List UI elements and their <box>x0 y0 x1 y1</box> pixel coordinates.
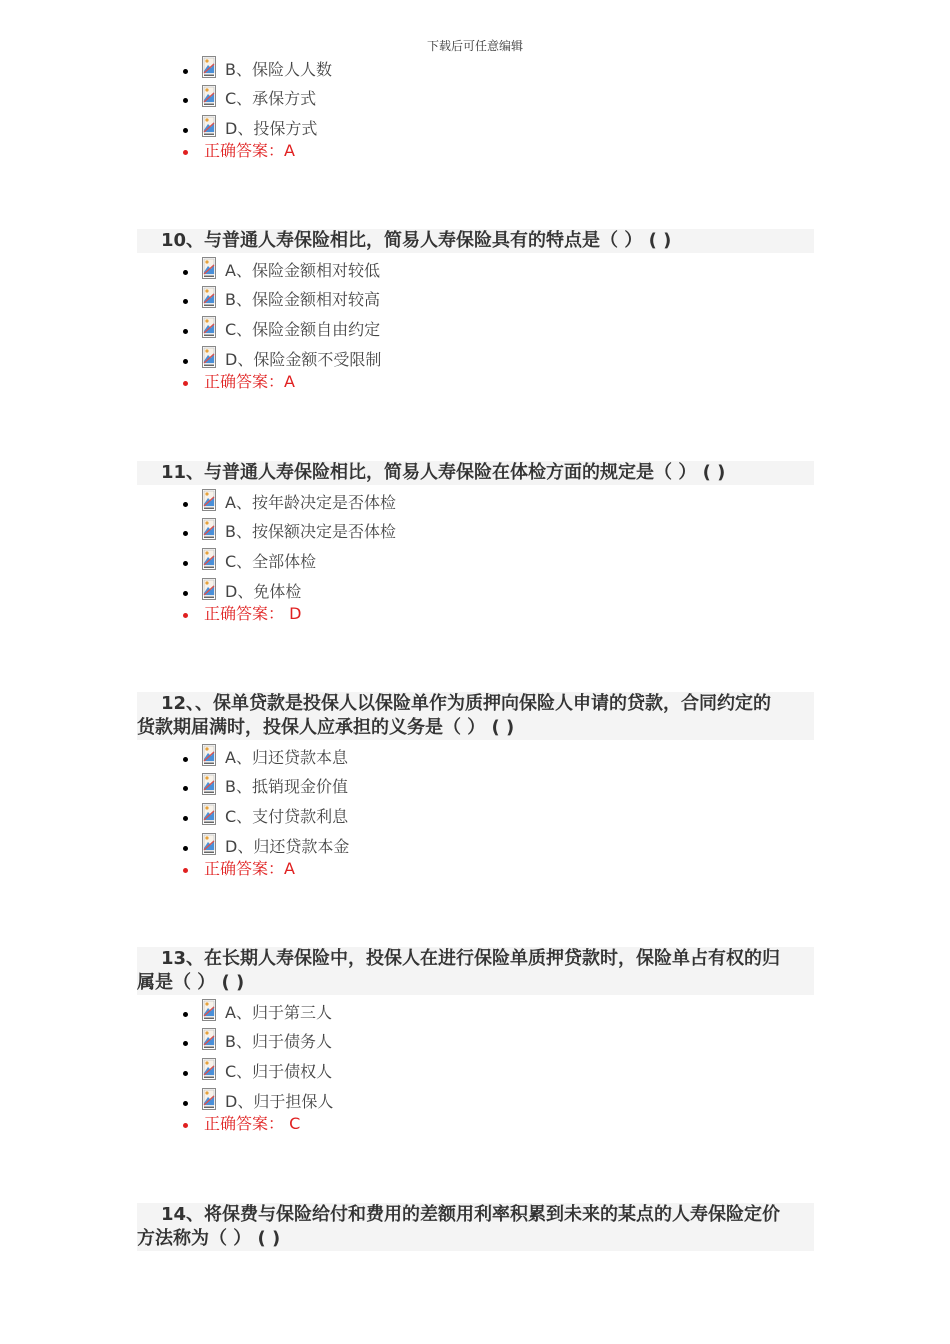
bullet <box>183 816 188 821</box>
bullet <box>183 128 188 133</box>
option-label: C、归于债权人 <box>225 1062 333 1082</box>
option-item[interactable] <box>183 799 803 829</box>
option-item[interactable] <box>183 52 803 82</box>
bullet <box>183 1123 188 1128</box>
broken-image-icon <box>202 316 216 338</box>
question-title <box>137 1203 814 1251</box>
bullet <box>183 1071 188 1076</box>
correct-answer: 正确答案：A <box>204 858 295 878</box>
option-item[interactable] <box>183 770 803 800</box>
option-label: A、按年龄决定是否体检 <box>225 492 396 512</box>
q11-options <box>183 485 803 626</box>
bullet <box>183 329 188 334</box>
option-item[interactable] <box>183 342 803 372</box>
option-label: B、抵销现金价值 <box>225 777 348 797</box>
broken-image-icon <box>202 257 216 279</box>
question-text-line1: 14、将保费与保险给付和费用的差额用利率积累到未来的某点的人寿保险定价 <box>161 1204 781 1225</box>
bullet <box>183 98 188 103</box>
broken-image-icon <box>202 773 216 795</box>
question-text: 11、与普通人寿保险相比，简易人寿保险在体检方面的规定是（ ） ( ) <box>161 462 726 483</box>
broken-image-icon <box>202 803 216 825</box>
bullet <box>183 69 188 74</box>
bullet <box>183 299 188 304</box>
q10-options <box>183 253 803 394</box>
option-item[interactable] <box>183 485 803 515</box>
broken-image-icon <box>202 518 216 540</box>
bullet <box>183 613 188 618</box>
option-item[interactable] <box>183 829 803 859</box>
broken-image-icon <box>202 489 216 511</box>
question-title <box>137 947 814 995</box>
broken-image-icon <box>202 286 216 308</box>
option-item[interactable] <box>183 82 803 112</box>
bullet <box>183 270 188 275</box>
option-label: C、全部体检 <box>225 552 317 572</box>
broken-image-icon <box>202 1088 216 1110</box>
question-title <box>137 461 814 485</box>
option-label: C、保险金额自由约定 <box>225 320 381 340</box>
broken-image-icon <box>202 833 216 855</box>
bullet <box>183 359 188 364</box>
q13-options <box>183 995 803 1136</box>
bullet <box>183 1012 188 1017</box>
option-item[interactable] <box>183 574 803 604</box>
correct-answer: 正确答案： D <box>204 603 302 623</box>
option-label: D、保险金额不受限制 <box>225 349 382 369</box>
bullet <box>183 757 188 762</box>
question-text: 10、与普通人寿保险相比，简易人寿保险具有的特点是（ ） ( ) <box>161 230 672 251</box>
broken-image-icon <box>202 578 216 600</box>
question-text-line2: 属是（ ） ( ) <box>137 972 245 993</box>
option-item[interactable] <box>183 111 803 141</box>
q12-options <box>183 740 803 881</box>
question-text-line1: 12、、保单贷款是投保人以保险单作为质押向保险人申请的贷款，合同约定的 <box>161 693 772 714</box>
option-label: A、保险金额相对较低 <box>225 260 380 280</box>
bullet <box>183 561 188 566</box>
answer-item <box>183 372 803 394</box>
broken-image-icon <box>202 346 216 368</box>
broken-image-icon <box>202 744 216 766</box>
answer-item <box>183 859 803 881</box>
answer-item <box>183 604 803 626</box>
broken-image-icon <box>202 1028 216 1050</box>
broken-image-icon <box>202 999 216 1021</box>
answer-item <box>183 141 803 163</box>
correct-answer: 正确答案：A <box>204 141 295 161</box>
option-item[interactable] <box>183 1054 803 1084</box>
question-text-line2: 货款期届满时，投保人应承担的义务是（ ） ( ) <box>137 717 515 738</box>
option-item[interactable] <box>183 995 803 1025</box>
question-text-line2: 方法称为（ ） ( ) <box>137 1228 281 1249</box>
broken-image-icon <box>202 115 216 137</box>
option-label: B、按保额决定是否体检 <box>225 522 396 542</box>
option-item[interactable] <box>183 1025 803 1055</box>
bullet <box>183 1041 188 1046</box>
bullet <box>183 150 188 155</box>
page-header: 下载后可任意编辑 <box>426 39 523 53</box>
bullet <box>183 786 188 791</box>
bullet <box>183 1101 188 1106</box>
option-label: A、归于第三人 <box>225 1002 332 1022</box>
option-item[interactable] <box>183 312 803 342</box>
bullet <box>183 531 188 536</box>
option-label: D、归还贷款本金 <box>225 836 350 856</box>
question-title <box>137 692 814 740</box>
option-item[interactable] <box>183 253 803 283</box>
correct-answer: 正确答案：A <box>204 371 295 391</box>
broken-image-icon <box>202 1058 216 1080</box>
option-label: A、归还贷款本息 <box>225 747 348 767</box>
bullet <box>183 868 188 873</box>
option-label: C、支付贷款利息 <box>225 807 349 827</box>
correct-answer: 正确答案： C <box>204 1113 301 1133</box>
option-item[interactable] <box>183 515 803 545</box>
bullet <box>183 502 188 507</box>
broken-image-icon <box>202 85 216 107</box>
option-label: D、归于担保人 <box>225 1091 334 1111</box>
option-label: B、归于债务人 <box>225 1032 332 1052</box>
bullet <box>183 591 188 596</box>
question-text-line1: 13、在长期人寿保险中，投保人在进行保险单质押贷款时，保险单占有权的归 <box>161 948 781 969</box>
option-label: C、承保方式 <box>225 89 317 109</box>
bullet <box>183 381 188 386</box>
option-item[interactable] <box>183 740 803 770</box>
broken-image-icon <box>202 548 216 570</box>
bullet <box>183 846 188 851</box>
option-item[interactable] <box>183 1084 803 1114</box>
broken-image-icon <box>202 56 216 78</box>
option-label: D、免体检 <box>225 581 302 601</box>
option-item[interactable] <box>183 544 803 574</box>
option-label: D、投保方式 <box>225 119 318 139</box>
option-item[interactable] <box>183 283 803 313</box>
option-label: B、保险金额相对较高 <box>225 290 380 310</box>
option-label: B、保险人人数 <box>225 59 332 79</box>
question-title <box>137 229 814 253</box>
q9-options <box>183 52 803 163</box>
answer-item <box>183 1114 803 1136</box>
